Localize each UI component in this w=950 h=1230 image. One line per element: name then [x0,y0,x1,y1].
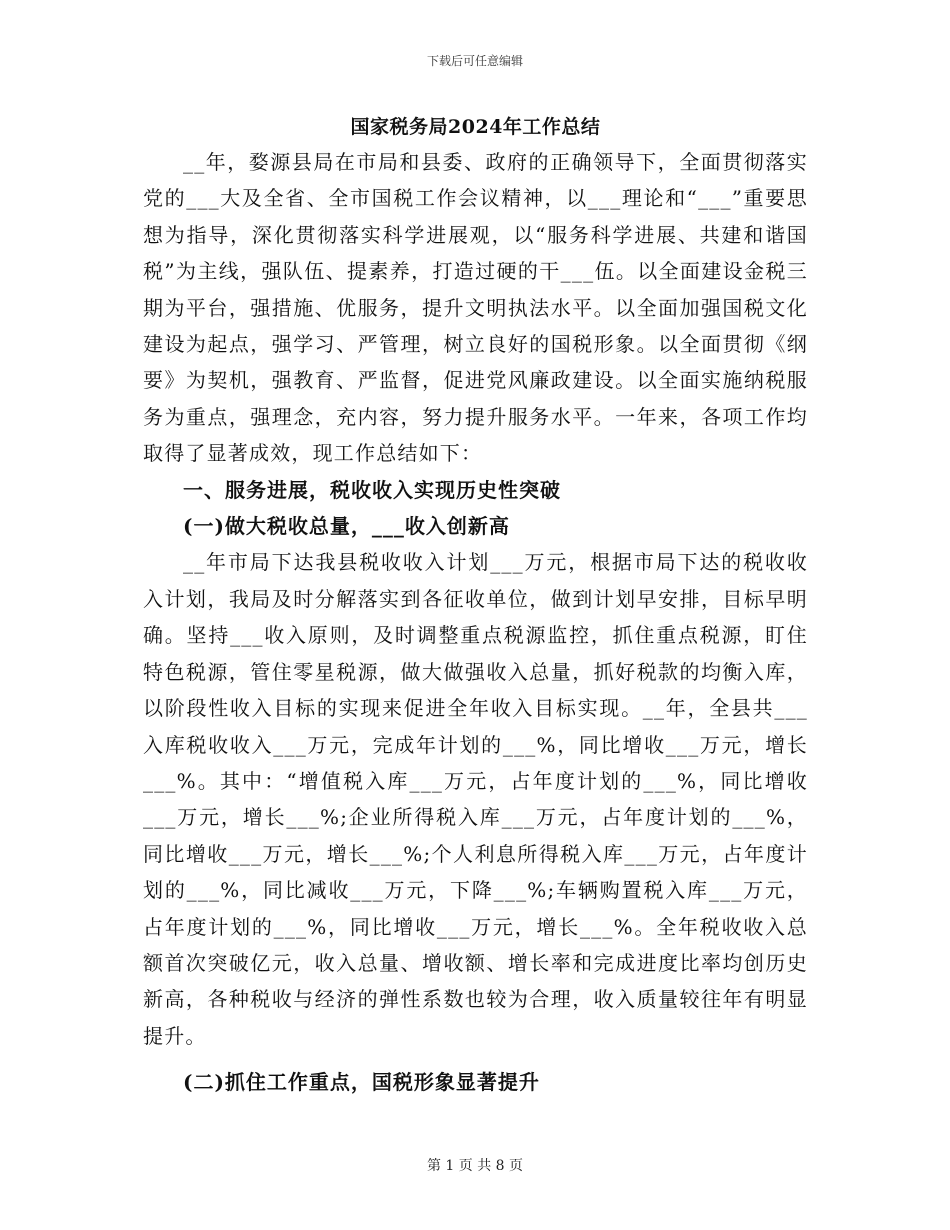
section-heading-1: 一、服务进展，税收收入实现历史性突破 [183,477,561,502]
subsection-1-paragraph: __年市局下达我县税收收入计划___万元，根据市局下达的税收收入计划，我局及时分解落实到各征收单位，做到计划早安排，目标早明确。坚持___收入原则，及时调整重点税源监控，抓住重点税源，盯住特色税源，管住零星税源，做大做强收入总量，抓好税款的均衡入库，以阶段性收入目标的实现来促进全年收入目标实现。__年，全县共___入库税收收入___万元，完成年计划的___%，同比增收___万元，增长___%。其中：“增值税入库___万元，占年度计划的___%，同比增收___万元，增长___%;企业所得税入库___万元，占年度计划的___%，同比增收___万元，增长___%;个人利息所得税入库___万元，占年度计划的___%，同比减收___万元，下降___%;车辆购置税入库___万元，占年度计划的___%，同比增收___万元，增长___%。全年税收收入总额首次突破亿元，收入总量、增收额、增长率和完成进度比率均创历史新高，各种税收与经济的弹性系数也较为合理，收入质量较往年有明显提升。 [143,550,808,1048]
document-body [143,110,808,1101]
subsection-heading-1: (一)做大税收总量，___收入创新高 [183,514,510,539]
header-note: 下载后可任意编辑 [426,54,523,68]
page-footer: 第 1 页 共 8 页 [426,1158,524,1174]
intro-paragraph: __年，婺源县局在市局和县委、政府的正确领导下，全面贯彻落实党的___大及全省、全市国税工作会议精神，以___理论和“___”重要思想为指导，深化贯彻落实科学进展观，以“服务科学进展、共建和谐国税”为主线，强队伍、提素养，打造过硬的干___伍。以全面建设金税三期为平台，强措施、优服务，提升文明执法水平。以全面加强国税文化建设为起点，强学习、严管理，树立良好的国税形象。以全面贯彻《纲要》为契机，强教育、严监督，促进党风廉政建设。以全面实施纳税服务为重点，强理念，充内容，努力提升服务水平。一年来，各项工作均取得了显著成效，现工作总结如下： [143,150,808,466]
document-title: 国家税务局2024年工作总结 [350,116,601,138]
paragraph-gap [143,1054,808,1064]
subsection-heading-2: (二)抓住工作重点，国税形象显著提升 [183,1070,540,1095]
